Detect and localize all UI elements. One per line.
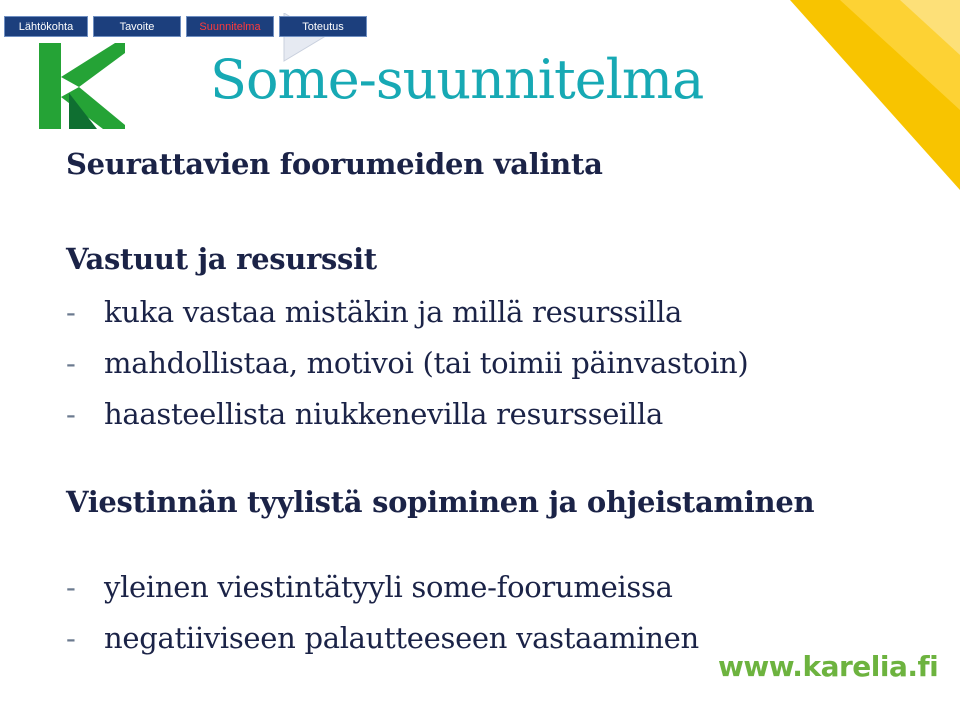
heading-forum-selection: Seurattavien foorumeiden valinta bbox=[66, 147, 603, 181]
bullet-marker: - bbox=[66, 621, 76, 655]
slide-navigation bbox=[4, 13, 384, 37]
list-item: - kuka vastaa mistäkin ja millä resurssilla bbox=[66, 287, 748, 338]
tab-suunnitelma[interactable]: Suunnitelma bbox=[186, 16, 274, 37]
bullet-marker: - bbox=[66, 295, 76, 329]
tab-lahtokohta[interactable]: Lähtökohta bbox=[4, 16, 88, 37]
bullet-marker: - bbox=[66, 397, 76, 431]
tab-toteutus[interactable]: Toteutus bbox=[279, 16, 367, 37]
bullet-marker: - bbox=[66, 570, 76, 604]
tab-tavoite[interactable]: Tavoite bbox=[93, 16, 181, 37]
list-item: - negatiiviseen palautteeseen vastaaminen bbox=[66, 613, 699, 664]
karelia-logo-icon bbox=[39, 43, 125, 129]
responsibilities-list bbox=[66, 287, 748, 440]
communication-list bbox=[66, 562, 699, 664]
list-item: - yleinen viestintätyyli some-foorumeissa bbox=[66, 562, 699, 613]
slide-title: Some-suunnitelma bbox=[210, 48, 704, 111]
bullet-marker: - bbox=[66, 346, 76, 380]
list-item: - mahdollistaa, motivoi (tai toimii päinvastoin) bbox=[66, 338, 748, 389]
list-item: - haasteellista niukkenevilla resursseilla bbox=[66, 389, 748, 440]
heading-communication-style: Viestinnän tyylistä sopiminen ja ohjeistaminen bbox=[66, 485, 815, 519]
heading-responsibilities: Vastuut ja resurssit bbox=[66, 242, 377, 276]
footer-url: www.karelia.fi bbox=[718, 650, 939, 683]
